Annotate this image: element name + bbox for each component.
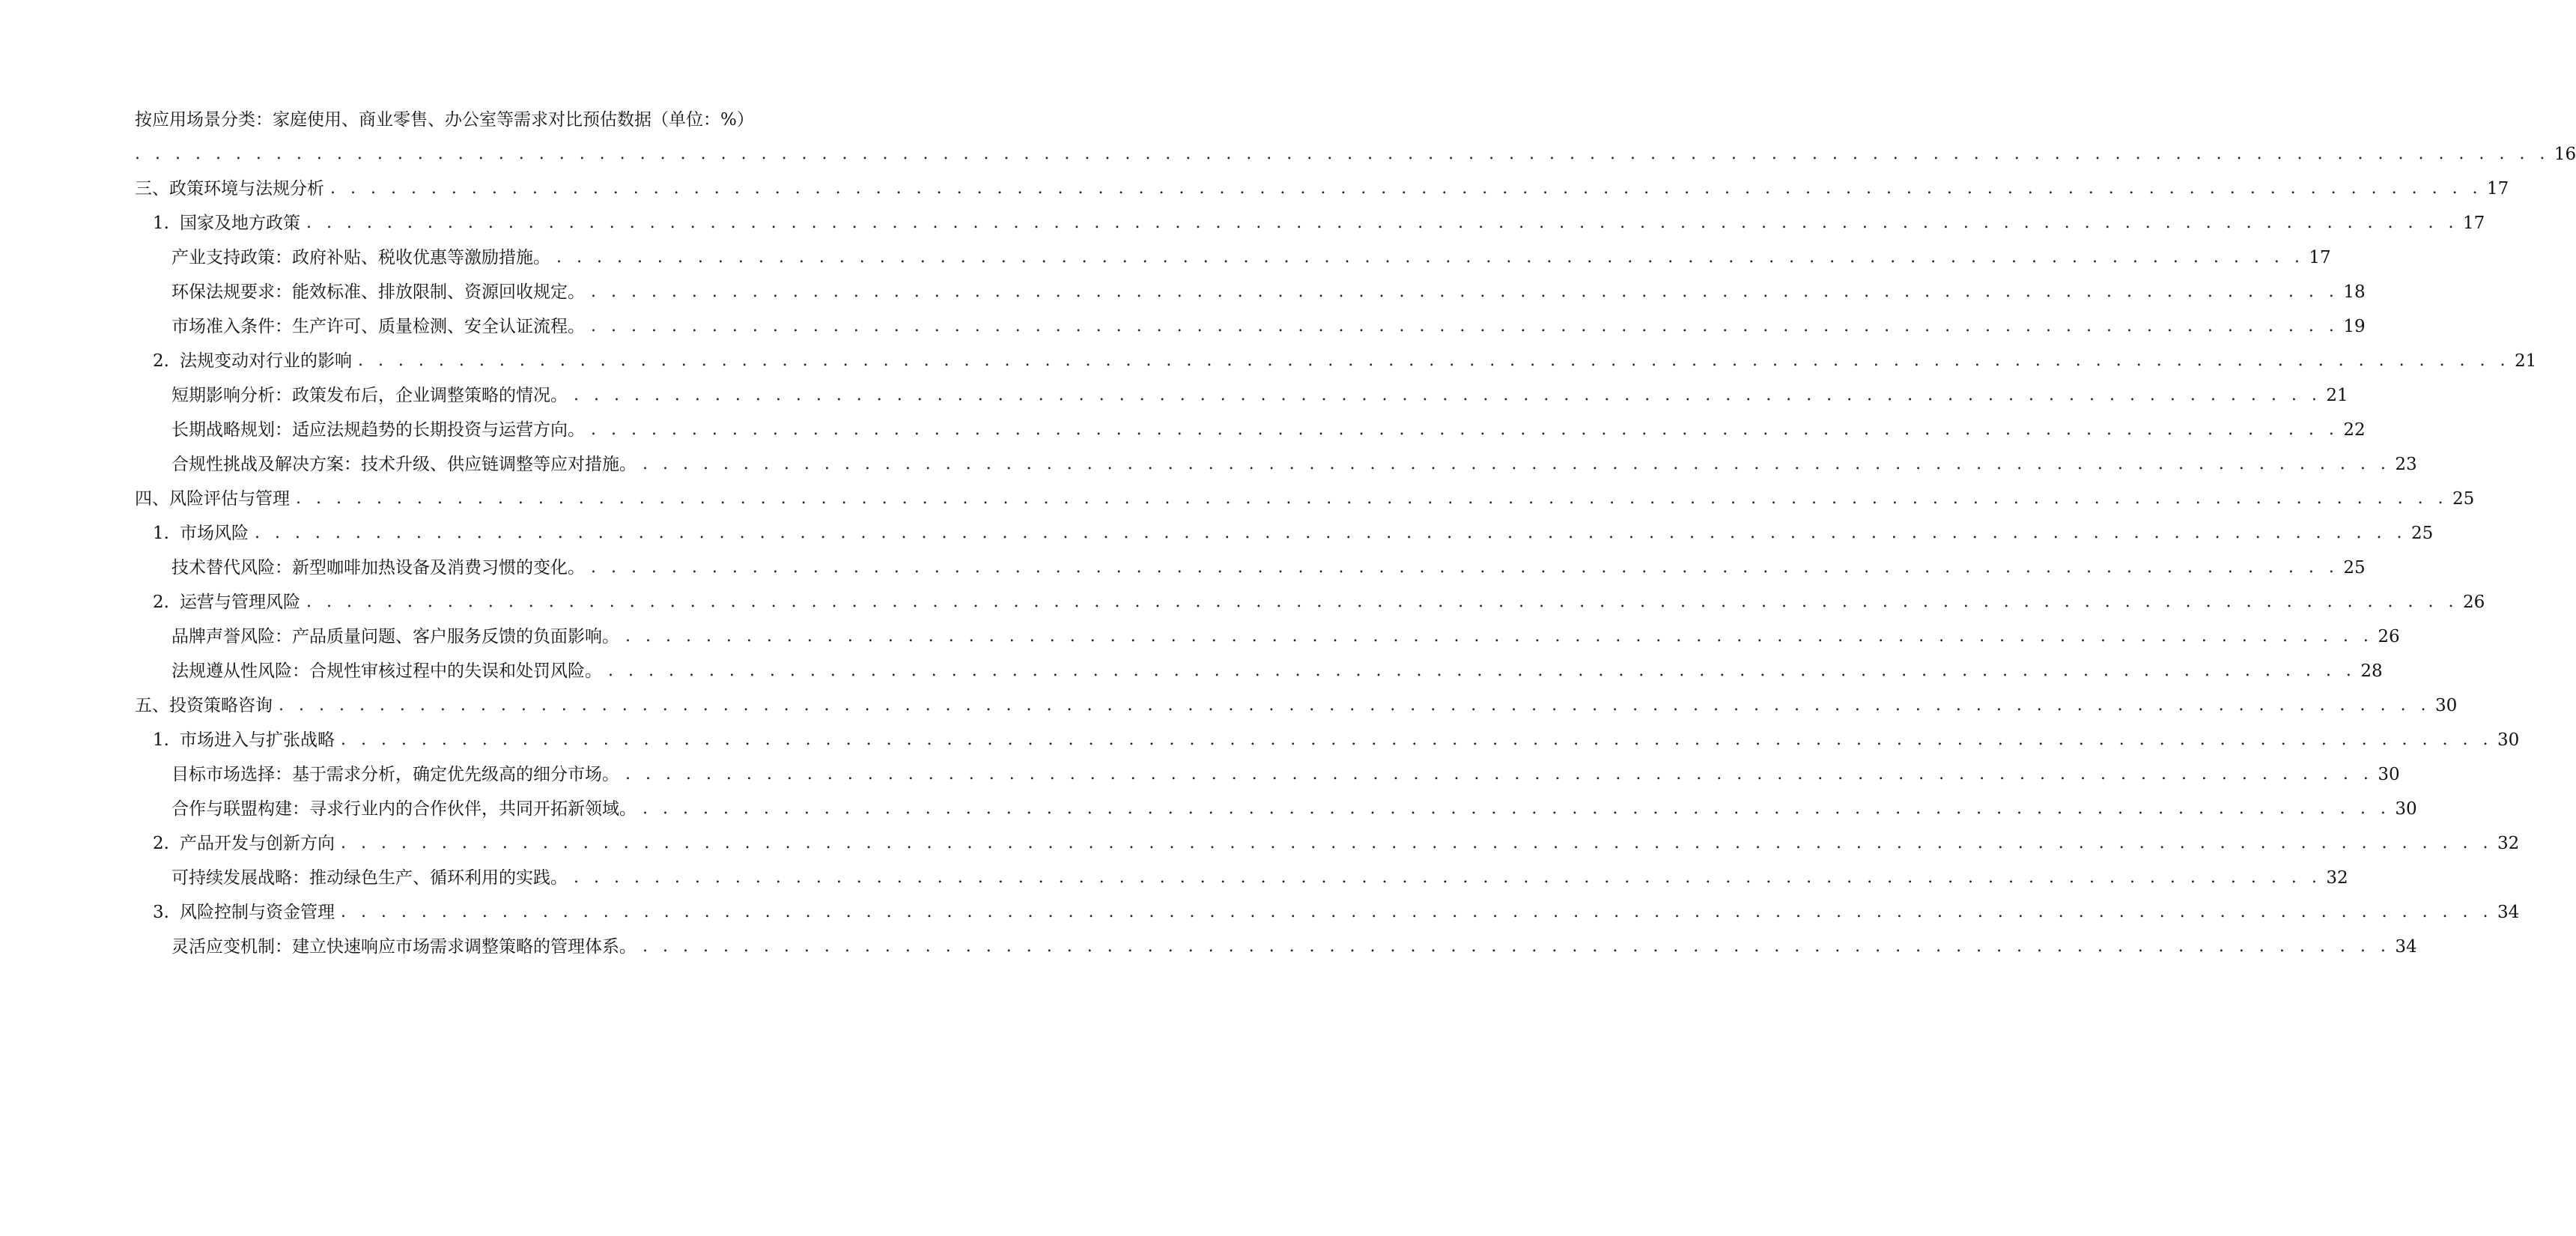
- toc-page-number: 25: [2411, 524, 2434, 543]
- toc-entry-section[interactable]: [0, 206, 2485, 240]
- toc-entry-title: 长期战略规划：适应法规趋势的长期投资与运营方向。: [171, 420, 585, 440]
- toc-page-number: 25: [2452, 489, 2475, 509]
- leader-dots: . . . . . . . . . . . . . . . . . . . . . . . . . . . . . . . . . . . . . . . . . . . . . . . . . . . . . . . . . . . . . . . . . . . . . . . . . . . . . . . . . . . . . . .: [591, 558, 2339, 577]
- toc-section-number: 1.: [153, 730, 169, 750]
- toc-page-number: 30: [2395, 799, 2417, 819]
- toc-page-number: 26: [2378, 627, 2400, 646]
- toc-page-number: 21: [2326, 386, 2348, 405]
- toc-entry-title: 目标市场选择：基于需求分析，确定优先级高的细分市场。: [171, 765, 619, 784]
- toc-entry-section[interactable]: [0, 826, 2520, 861]
- toc-entry-title: 法规遵从性风险：合规性审核过程中的失误和处罚风险。: [171, 661, 602, 681]
- leader-dots: . . . . . . . . . . . . . . . . . . . . . . . . . . . . . . . . . . . . . . . . . . . . . . . . . . . . . . . . . . . . . . . . . . . . . . . . . . . . . . . . . . . . . . .: [643, 455, 2391, 473]
- toc-entry-section[interactable]: [0, 585, 2485, 619]
- toc-entry-title: 产品开发与创新方向: [179, 834, 335, 853]
- toc-page-number: 18: [2343, 282, 2366, 302]
- leader-dots: . . . . . . . . . . . . . . . . . . . . . . . . . . . . . . . . . . . . . . . . . . . . . . . . . . . . . . . . . . . . . . . . . . . . . . . . . . . . . . . . . . . . . . . . . . . . . . . . . . . . . . . . . . .: [340, 834, 2493, 852]
- toc-entry-subsection[interactable]: [0, 619, 2400, 654]
- toc-entry-title: 按应用场景分类：家庭使用、商业零售、办公室等需求对比预估数据（单位：%）: [135, 110, 754, 130]
- toc-entry-chapter[interactable]: [0, 688, 2458, 723]
- leader-dots: . . . . . . . . . . . . . . . . . . . . . . . . . . . . . . . . . . . . . . . . . . . . . . . . . . . . . . . . . . . . . . . . . . . . . . . . . . . . . . . . . . . . . . . . . . . . . . . . . . . . . . . . . . .: [330, 179, 2483, 198]
- toc-entry-title: 市场准入条件：生产许可、质量检测、安全认证流程。: [171, 317, 585, 336]
- leader-dots: . . . . . . . . . . . . . . . . . . . . . . . . . . . . . . . . . . . . . . . . . . . . . . . . . . . . . . . . . . . . . . . . . . . . . . . . . . . . . . . . . . . . . . .: [625, 627, 2374, 646]
- toc-page-number: 16: [2554, 145, 2576, 164]
- toc-section-number: 2.: [153, 834, 169, 853]
- leader-dots: . . . . . . . . . . . . . . . . . . . . . . . . . . . . . . . . . . . . . . . . . . . . . . . . . . . . . . . . . . . . . . . . . . . . . . . . . . . . . . . . . . . . . . . . . . . . . . . . . . . . . . . . . . .: [306, 593, 2458, 611]
- toc-entry-subsection[interactable]: [0, 240, 2331, 275]
- toc-page-number: 22: [2343, 420, 2366, 440]
- leader-dots: . . . . . . . . . . . . . . . . . . . . . . . . . . . . . . . . . . . . . . . . . . . . . . . . . . . . . . . . . . . . . . . . . . . . . . . . . . . . . . . . . . . . . . . . . . . . . . . . . . . . . . . . . . .: [340, 903, 2493, 921]
- toc-entry-section[interactable]: [0, 723, 2520, 757]
- toc-entry-section[interactable]: [0, 516, 2434, 551]
- toc-entry-title: 短期影响分析：政策发布后，企业调整策略的情况。: [171, 386, 568, 405]
- toc-section-number: 1.: [153, 213, 169, 233]
- toc-entry-title: 技术替代风险：新型咖啡加热设备及消费习惯的变化。: [171, 558, 585, 578]
- toc-page-number: 23: [2395, 455, 2417, 474]
- toc-entry-title: 四、风险评估与管理: [135, 489, 290, 509]
- toc-entry-title: 法规变动对行业的影响: [179, 351, 352, 371]
- leader-dots: . . . . . . . . . . . . . . . . . . . . . . . . . . . . . . . . . . . . . . . . . . . . . . . . . . . . . . . . . . . . . . . . . . . . . . . . . . . . . . . . . . . . . . . . . . . . . . . . . . . . . . . . . . .: [279, 696, 2431, 715]
- toc-section-number: 2.: [153, 593, 169, 612]
- toc-entry-title: 运营与管理风险: [179, 593, 300, 612]
- leader-dots: . . . . . . . . . . . . . . . . . . . . . . . . . . . . . . . . . . . . . . . . . . . . . . . . . . . . . . . . . . . . . . . . . . . . . . . . . . . . . . . . . . . . . . .: [643, 937, 2391, 956]
- toc-entry-title: 可持续发展战略：推动绿色生产、循环利用的实践。: [171, 868, 568, 888]
- toc-page-number: 19: [2343, 317, 2366, 336]
- toc-page-number: 28: [2360, 661, 2383, 681]
- toc-entry-subsection[interactable]: [0, 413, 2366, 447]
- toc-entry-section[interactable]: [0, 344, 2537, 378]
- leader-dots: . . . . . . . . . . . . . . . . . . . . . . . . . . . . . . . . . . . . . . . . . . . . . . . . . . . . . . . . . . . . . . . . . . . . . . . . . . . . . . . . . . . . . . . . . . . . . . . . . . . . . . . . . . .: [296, 489, 2449, 508]
- toc-entry-subsection[interactable]: [0, 792, 2417, 826]
- leader-dots: . . . . . . . . . . . . . . . . . . . . . . . . . . . . . . . . . . . . . . . . . . . . . . . . . . . . . . . . . . . . . . . . . . . . . . . . . . . . . . . . . . . . . . . . . . . . . . . . . . . . . . . . . . .: [306, 213, 2458, 232]
- toc-page-number: 34: [2497, 903, 2520, 922]
- leader-dots: . . . . . . . . . . . . . . . . . . . . . . . . . . . . . . . . . . . . . . . . . . . . . . . . . . . . . . . . . . . . . . . . . . . . . . . . . . . . . . . . . . . . . . . . . . . . . . . . . . . . . . . . . . .: [254, 524, 2407, 542]
- toc-entry-subsection[interactable]: [0, 378, 2348, 413]
- toc-page-number: 32: [2497, 834, 2520, 853]
- toc-page-number: 26: [2463, 593, 2485, 612]
- toc-page-number: 30: [2435, 696, 2458, 715]
- toc-entry-title: 合作与联盟构建：寻求行业内的合作伙伴，共同开拓新领域。: [171, 799, 637, 819]
- toc-entry-subsection[interactable]: [0, 551, 2366, 585]
- toc-entry-title: 市场风险: [179, 524, 249, 543]
- toc-entry-subsection[interactable]: [0, 930, 2417, 964]
- toc-page-number: 17: [2309, 248, 2331, 267]
- toc-entry-subsection[interactable]: [0, 309, 2366, 344]
- toc-entry-continued-page-line[interactable]: [0, 137, 2576, 172]
- toc-page-number: 21: [2515, 351, 2537, 371]
- leader-dots: . . . . . . . . . . . . . . . . . . . . . . . . . . . . . . . . . . . . . . . . . . . . . . . . . . . . . . . . . . . . . . . . . . . . . . . . . . . . . . . . . . . . . . .: [591, 282, 2339, 301]
- leader-dots: . . . . . . . . . . . . . . . . . . . . . . . . . . . . . . . . . . . . . . . . . . . . . . . . . . . . . . . . . . . . . . . . . . . . . . . . . . . . . . . . . . . . . . . . . . . . . . . . . . . . . . . . . . .: [340, 730, 2493, 749]
- toc-page-number: 30: [2497, 730, 2520, 750]
- toc-section-number: 2.: [153, 351, 169, 371]
- toc-entry-section[interactable]: [0, 895, 2520, 930]
- toc-entry-chapter[interactable]: [0, 172, 2509, 206]
- toc-section-number: 1.: [153, 524, 169, 543]
- toc-entry-title: 灵活应变机制：建立快速响应市场需求调整策略的管理体系。: [171, 937, 637, 957]
- leader-dots: . . . . . . . . . . . . . . . . . . . . . . . . . . . . . . . . . . . . . . . . . . . . . . . . . . . . . . . . . . . . . . . . . . . . . . . . . . . . . . . . . . . . . . .: [625, 765, 2374, 784]
- toc-page-number: 17: [2487, 179, 2509, 199]
- toc-entry-title: 产业支持政策：政府补贴、税收优惠等激励措施。: [171, 248, 550, 267]
- toc-entry-title: 品牌声誉风险：产品质量问题、客户服务反馈的负面影响。: [171, 627, 619, 646]
- leader-dots: . . . . . . . . . . . . . . . . . . . . . . . . . . . . . . . . . . . . . . . . . . . . . . . . . . . . . . . . . . . . . . . . . . . . . . . . . . . . . . . . . . . . . . .: [574, 386, 2322, 405]
- toc-entry-subsection[interactable]: [0, 275, 2366, 309]
- toc-section-number: 3.: [153, 903, 169, 922]
- toc-page-number: 32: [2326, 868, 2348, 888]
- leader-dots: . . . . . . . . . . . . . . . . . . . . . . . . . . . . . . . . . . . . . . . . . . . . . . . . . . . . . . . . . . . . . . . . . . . . . . . . . . . . . . . . . . . . . . .: [574, 868, 2322, 887]
- leader-dots: . . . . . . . . . . . . . . . . . . . . . . . . . . . . . . . . . . . . . . . . . . . . . . . . . . . . . . . . . . . . . . . . . . . . . . . . . . . . . . . . . . . . . . .: [591, 420, 2339, 439]
- leader-dots: . . . . . . . . . . . . . . . . . . . . . . . . . . . . . . . . . . . . . . . . . . . . . . . . . . . . . . . . . . . . . . . . . . . . . . . . . . . . . . . . . . . . . . .: [608, 661, 2357, 680]
- leader-dots: . . . . . . . . . . . . . . . . . . . . . . . . . . . . . . . . . . . . . . . . . . . . . . . . . . . . . . . . . . . . . . . . . . . . . . . . . . . . . . . . . . . . . . .: [643, 799, 2391, 818]
- toc-entry-title: 合规性挑战及解决方案：技术升级、供应链调整等应对措施。: [171, 455, 637, 474]
- toc-entry-chapter[interactable]: [0, 482, 2475, 516]
- toc-entry-title: 五、投资策略咨询: [135, 696, 273, 715]
- toc-entry-subsection[interactable]: [0, 654, 2383, 688]
- toc-entry-subsection[interactable]: [0, 861, 2348, 895]
- toc-page-number: 25: [2343, 558, 2366, 578]
- leader-dots: . . . . . . . . . . . . . . . . . . . . . . . . . . . . . . . . . . . . . . . . . . . . . . . . . . . . . . . . . . . . . . . . . . . . . . . . . . . . . . . . . . . . . . . . . . . . . . . . . . . . . . . . . . . . . . . . . . . . . . . .: [135, 145, 2550, 163]
- toc-entry-title: 市场进入与扩张战略: [179, 730, 335, 750]
- toc-entry-continued-title-line[interactable]: [0, 103, 1090, 137]
- toc-page-number: 34: [2395, 937, 2417, 957]
- toc-entry-subsection[interactable]: [0, 447, 2417, 482]
- leader-dots: . . . . . . . . . . . . . . . . . . . . . . . . . . . . . . . . . . . . . . . . . . . . . . . . . . . . . . . . . . . . . . . . . . . . . . . . . . . . . . . . . . . . . . .: [591, 317, 2339, 336]
- toc-page-number: 30: [2378, 765, 2400, 784]
- toc-entry-subsection[interactable]: [0, 757, 2400, 792]
- toc-entry-title: 国家及地方政策: [179, 213, 300, 233]
- leader-dots: . . . . . . . . . . . . . . . . . . . . . . . . . . . . . . . . . . . . . . . . . . . . . . . . . . . . . . . . . . . . . . . . . . . . . . . . . . . . . . . . . . . . . . . . . . . . . . . . . . . . . . . . . . .: [357, 351, 2510, 370]
- toc-page-number: 17: [2463, 213, 2485, 233]
- leader-dots: . . . . . . . . . . . . . . . . . . . . . . . . . . . . . . . . . . . . . . . . . . . . . . . . . . . . . . . . . . . . . . . . . . . . . . . . . . . . . . . . . . . . . . .: [556, 248, 2305, 267]
- toc-entry-title: 风险控制与资金管理: [179, 903, 335, 922]
- toc-entry-title: 三、政策环境与法规分析: [135, 179, 324, 199]
- toc-entry-title: 环保法规要求：能效标准、排放限制、资源回收规定。: [171, 282, 585, 302]
